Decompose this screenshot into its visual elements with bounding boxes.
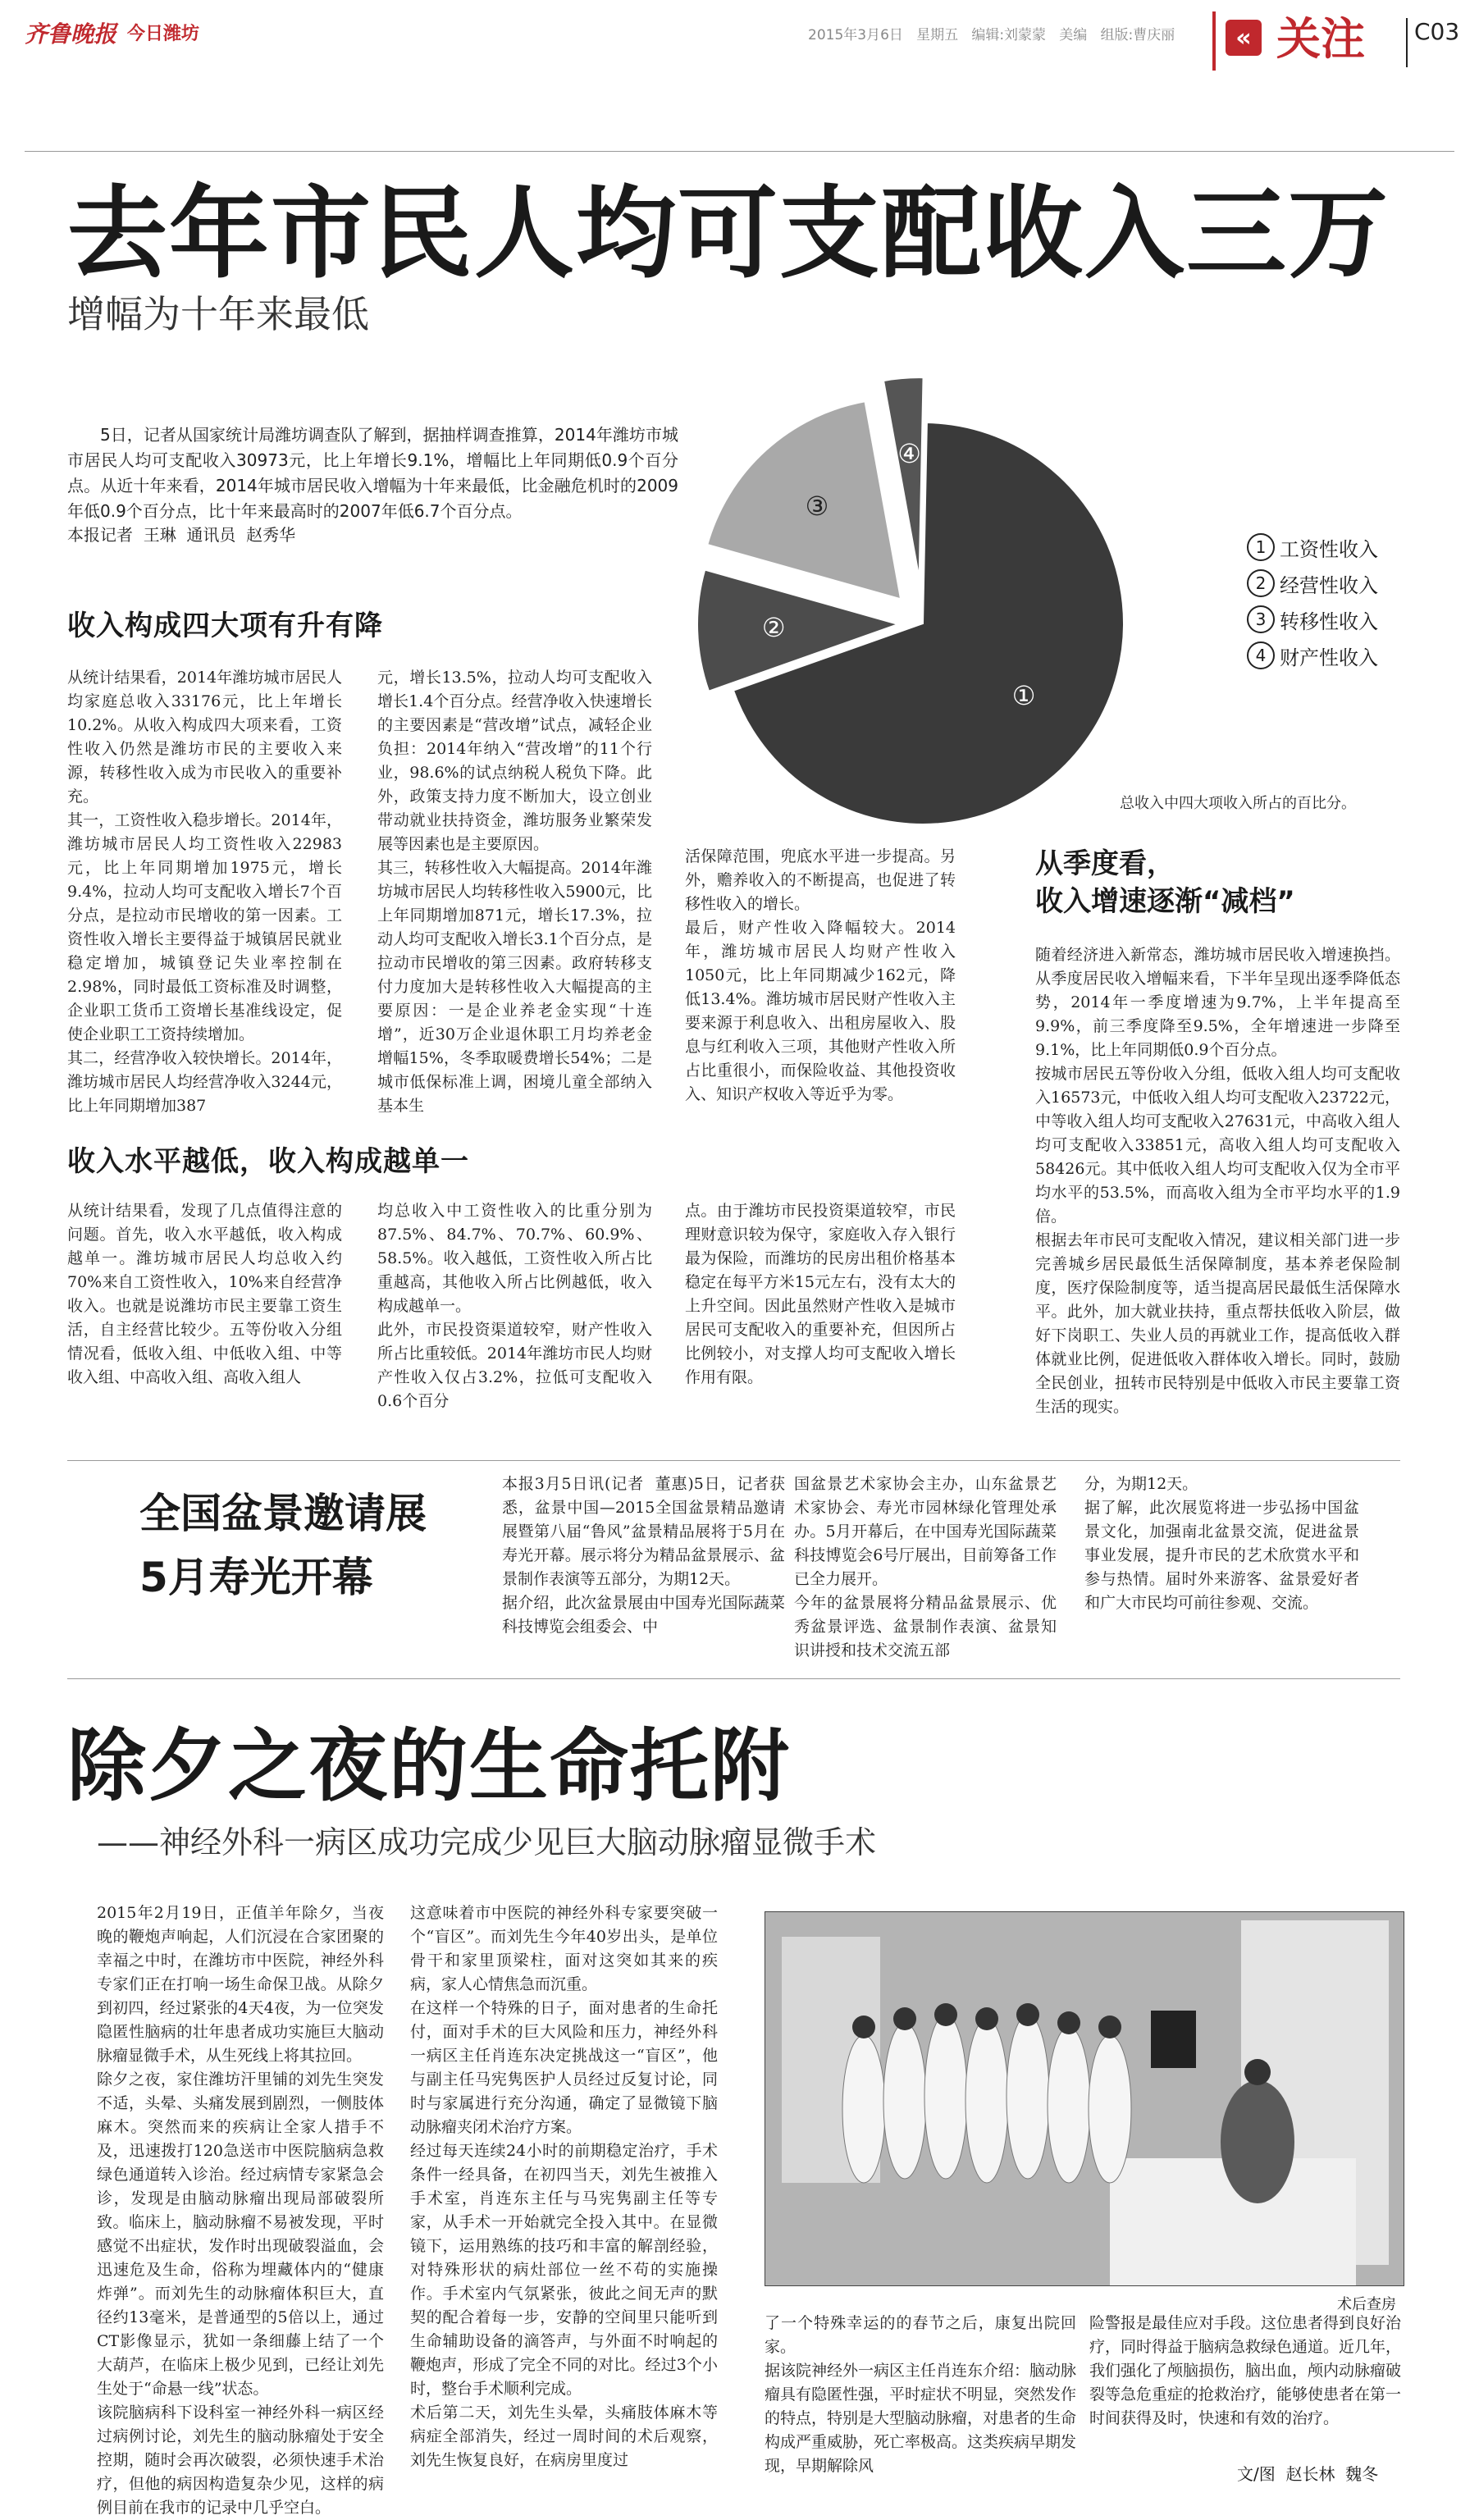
legend-item-3: 3 转移性收入 [1247, 601, 1378, 637]
legend-item-1: 1 工资性收入 [1247, 529, 1378, 565]
article3-col3: 了一个特殊幸运的的春节之后，康复出院回家。 据该院神经外一病区主任肖连东介绍：脑动脉瘤具有隐匿性强，平时症状不明显，突然发作的特点，特别是大型脑动脉瘤，对患者的生命构成严重威胁，死亡率极高。这类疾病早期发现，早期解除风 [765, 2314, 1077, 2475]
bonsai-col2: 国盆景艺术家协会主办，山东盆景艺术家协会、寿光市园林绿化管理处承办。5月开幕后，在中国寿光国际蔬菜科技博览会6号厅展出，目前筹备工作已全力展开。 今年的盆景展将分精品盆景展示、优秀盆景评选、盆景制作表演、盆景知识讲授和技术交流五部 [794, 1475, 1057, 1659]
section1-col3: 活保障范围，兜底水平进一步提高。另外，赡养收入的不断提高，也促进了转移性收入的增长。 最后，财产性收入降幅较大。2014年，潍坊城市居民人均财产性收入1050元，比上年同期减少162元，降低13.4%。潍坊城市居民财产性收入主要来源于利息收入、出租房屋收入、股息与红利收入三项，其他财产性收入所占比重很小，而保险收益、其他投资收入、知识产权收入等近乎为零。 [685, 847, 956, 1103]
section1-col2: 元，增长13.5%，拉动人均可支配收入增长1.4个百分点。经营净收入快速增长的主要因素是“营改增”试点，减轻企业负担：2014年纳入“营改增”的11个行业，98.6%的试点纳税人税负下降。此外，政策支持力度不断加大，设立创业带动就业扶持资金，潍坊服务业繁荣发展等因素也是主要原因。 其三，转移性收入大幅提高。2014年潍坊城市居民人均转移性收入5900元，比上年同期增加871元，增长17.3%，拉动人均可支配收入增长3.1个百分点，是拉动市民增收的第三因素。政府转移支付力度加大是转移性收入大幅提高的主要原因：一是企业养老金实现“十连增”，近30万企业退休职工月均养老金增幅15%，冬季取暖费增长54%；二是城市低保标准上调，困境儿童全部纳入基本生 [377, 669, 652, 1115]
section3-title: 从季度看， 收入增速逐渐“减档” [1035, 847, 1295, 918]
newspaper-logo: 齐鲁晚报 [25, 21, 117, 48]
section1-title: 收入构成四大项有升有降 [67, 609, 383, 642]
pie-legend [1247, 529, 1378, 673]
bonsai-col1: 本报3月5日讯(记者 董惠)5日，记者获悉，盆景中国—2015全国盆景精品邀请展暨第八届“鲁风”盆景精品展将于5月在寿光开幕。展示将分为精品盆景展示、盆景制作表演等五部分，为期12天。 据介绍，此次盆景展由中国寿光国际蔬菜科技博览会组委会、中 [502, 1475, 785, 1636]
pie-slice-label-2: ② [761, 611, 786, 643]
article3-col2: 这意味着市中医院的神经外科专家要突破一个“盲区”。而刘先生今年40岁出头，是单位骨干和家里顶梁柱，面对这突如其来的疾病，家人心情焦急而沉重。 在这样一个特殊的日子，面对患者的生命托付，面对手术的巨大风险和压力，神经外科一病区主任肖连东决定挑战这一“盲区”，他与副主任马宪隽医护人员经过反复讨论，同时与家属进行充分沟通，确定了显微镜下脑动脉瘤夹闭术治疗方案。 经过每天连续24小时的前期稳定治疗，手术条件一经具备，在初四当天，刘先生被推入手术室，肖连东主任与马宪隽副主任等专家，从手术一开始就完全投入其中。在显微镜下，运用熟练的技巧和丰富的解剖经验，对特殊形状的病灶部位一丝不苟的实施操作。手术室内气氛紧张，彼此之间无声的默契的配合着每一步，安静的空间里只能听到生命辅助设备的滴答声，与外面不时响起的鞭炮声，形成了完全不同的对比。经过3个小时，整台手术顺利完成。 术后第二天，刘先生头晕，头痛肢体麻木等病症全部消失，经过一周时间的术后观察，刘先生恢复良好，在病房里度过 [410, 1904, 718, 2469]
pie-slice-3 [707, 401, 901, 599]
article3-subheadline: ——神经外科一病区成功完成少见巨大脑动脉瘤显微手术 [97, 1824, 877, 1860]
chart-caption: 总收入中四大项收入所占的百比分。 [1120, 795, 1356, 812]
masthead-rule [25, 151, 1454, 152]
subheadline: 增幅为十年来最低 [67, 292, 369, 336]
legend-item-4: 4 财产性收入 [1247, 637, 1378, 673]
byline: 本报记者 王琳 通讯员 赵秀华 [67, 525, 296, 545]
section3-body: 随着经济进入新常态，潍坊城市居民收入增速换挡。从季度居民收入增幅来看，下半年呈现出逐季降低态势，2014年一季度增速为9.7%，上半年提高至9.9%，前三季度降至9.5%，全年增速进一步降至9.1%，比上年同期低0.9个百分点。 按城市居民五等份收入分组，低收入组人均可支配收入16573元，中低收入组人均可支配收入23722元，中等收入组人均可支配收入27631元，中高收入组人均可支配收入33851元，高收入组人均可支配收入58426元。其中低收入组人均可支配收入仅为全市平均水平的53.5%，而高收入组为全市平均水平的1.9倍。 根据去年市民可支配收入情况，建议相关部门进一步完善城乡居民最低生活保障制度，基本养老保险制度，医疗保险制度等，适当提高居民最低生活保障水平。此外，加大就业扶持，重点帮扶低收入阶层，做好下岗职工、失业人员的再就业工作，提高低收入群体就业比例，促进低收入群体收入增长。同时，鼓励全民创业，扭转市民特别是中低收入市民主要靠工资生活的现实。 [1035, 946, 1400, 1416]
tag-divider [1406, 18, 1408, 67]
red-bar [1212, 11, 1216, 71]
article3-col1: 2015年2月19日，正值羊年除夕，当夜晚的鞭炮声响起，人们沉浸在合家团聚的幸福之中时，在潍坊市中医院，神经外科专家们正在打响一场生命保卫战。从除夕到初四，经过紧张的4天4夜，为一位突发隐匿性脑病的壮年患者成功实施巨大脑动脉瘤显微手术，从生死线上将其拉回。 除夕之夜，家住潍坊汗里铺的刘先生突发不适，头晕、头痛发展到剧烈，一侧肢体麻木。突然而来的疾病让全家人措手不及，迅速拨打120急送市中医院脑病急救绿色通道转入诊治。经过病情专家紧急会诊，发现是由脑动脉瘤出现局部破裂所致。临床上，脑动脉瘤不易被发现，平时感觉不出症状，发作时出现破裂溢血，会迅速危及生命，俗称为埋藏体内的“健康炸弹”。而刘先生的动脉瘤体积巨大，直径约13毫米，是普通型的5倍以上，通过CT影像显示，犹如一条细藤上结了一个大葫芦，在临床上极少见到，已经让刘先生处于“命悬一线”状态。 该院脑病科下设科室一神经外科一病区经过病例讨论，刘先生的脑动脉瘤处于安全控期，随时会再次破裂，必须快速手术治疗，但他的病因构造复杂少见，这样的病例目前在我市的记录中几乎空白。 [97, 1904, 384, 2517]
bonsai-col3: 分，为期12天。 据了解，此次展览将进一步弘扬中国盆景文化，加强南北盆景交流，促进盆景事业发展，提升市民的艺术欣赏水平和参与热情。届时外来游客、盆景爱好者和广大市民均可前往参观、交流。 [1084, 1475, 1359, 1612]
lead-paragraph: 5日，记者从国家统计局潍坊调查队了解到，据抽样调查推算，2014年潍坊市城市居民人均可支配收入30973元，比上年增长9.1%，增幅比上年同期低0.9个百分点。从近十年来看，2014年城市居民收入增幅为十年来最低，比金融危机时的2009年低0.9个百分点，比十年来最高时的2007年低6.7个百分点。 [67, 425, 678, 521]
section-label: 今日潍坊 [127, 24, 200, 44]
article3-headline: 除夕之夜的生命托附 [67, 1720, 791, 1812]
focus-tag: 关注 [1276, 13, 1365, 65]
pie-slice-label-1: ① [1011, 679, 1036, 711]
section2-title: 收入水平越低，收入构成越单一 [67, 1145, 469, 1178]
chevron-left-icon: « [1226, 20, 1262, 56]
issue-meta: 2015年3月6日 星期五 编辑:刘蒙蒙 美编 组版:曹庆丽 [808, 27, 1175, 43]
article3-col4: 险警报是最佳应对手段。这位患者得到良好治疗，同时得益于脑病急救绿色通道。近几年，我们强化了颅脑损伤，脑出血，颅内动脉瘤破裂等急危重症的抢救治疗，能够使患者在第一时间获得及时，快速和有效的治疗。 [1089, 2314, 1402, 2427]
photo-credit: 文/图 赵长林 魏冬 [1237, 2464, 1379, 2484]
photo-scene-illustration [765, 1912, 1404, 2285]
pie-slice-label-4: ④ [897, 437, 921, 469]
section1-col1: 从统计结果看，2014年潍坊城市居民人均家庭总收入33176元，比上年增长10.2%。从收入构成四大项来看，工资性收入仍然是潍坊市民的主要收入来源，转移性收入成为市民收入的重要补充。 其一，工资性收入稳步增长。2014年，潍坊城市居民人均工资性收入22983元，比上年同期增加1975元，增长9.4%，拉动人均可支配收入增长7个百分点，是拉动市民增收的第一因素。工资性收入增长主要得益于城镇居民就业稳定增加，城镇登记失业率控制在2.98%，同时最低工资标准及时调整，企业职工货币工资增长基准线设定，促使企业职工工资持续增加。 其二，经营净收入较快增长。2014年，潍坊城市居民人均经营净收入3244元，比上年同期增加387 [67, 669, 342, 1115]
legend-item-2: 2 经营性收入 [1247, 565, 1378, 601]
section2-col1: 从统计结果看，发现了几点值得注意的问题。首先，收入水平越低，收入构成越单一。潍坊城市居民人均总收入约70%来自工资性收入，10%来自经营净收入。也就是说潍坊市民主要靠工资生活，自主经营比较少。五等份收入分组情况看，低收入组、中低收入组、中等收入组、中高收入组、高收入组人 [67, 1202, 342, 1386]
pie-slice-label-3: ③ [805, 490, 829, 522]
section2-col3: 点。由于潍坊市民投资渠道较窄，市民理财意识较为保守，家庭收入存入银行最为保险，而潍坊的民房出租价格基本稳定在每平方米15元左右，没有太大的上升空间。因此虽然财产性收入是城市居民可支配收入的重要补充，但因所占比例较小，对支撑人均可支配收入增长作用有限。 [685, 1202, 956, 1386]
page-number: C03 [1414, 18, 1460, 45]
bonsai-headline: 全国盆景邀请展 5月寿光开幕 [139, 1490, 427, 1601]
article2-bottom-rule [67, 1678, 1400, 1679]
ward-round-photo [765, 1911, 1404, 2286]
article1-bottom-rule [67, 1460, 1400, 1461]
photo-caption: 术后查房 [1337, 2296, 1396, 2313]
headline: 去年市民人均可支配收入三万 [67, 176, 1390, 292]
income-pie-chart [689, 373, 1173, 833]
section2-col2: 均总收入中工资性收入的比重分别为87.5%、84.7%、70.7%、60.9%、58.5%。收入越低，工资性收入所占比重越高，其他收入所占比例越低，收入构成越单一。 此外，市民投资渠道较窄，财产性收入所占比重较低。2014年潍坊市民人均财产性收入仅占3.2%，拉低可支配收入0.6个百分 [377, 1202, 652, 1410]
